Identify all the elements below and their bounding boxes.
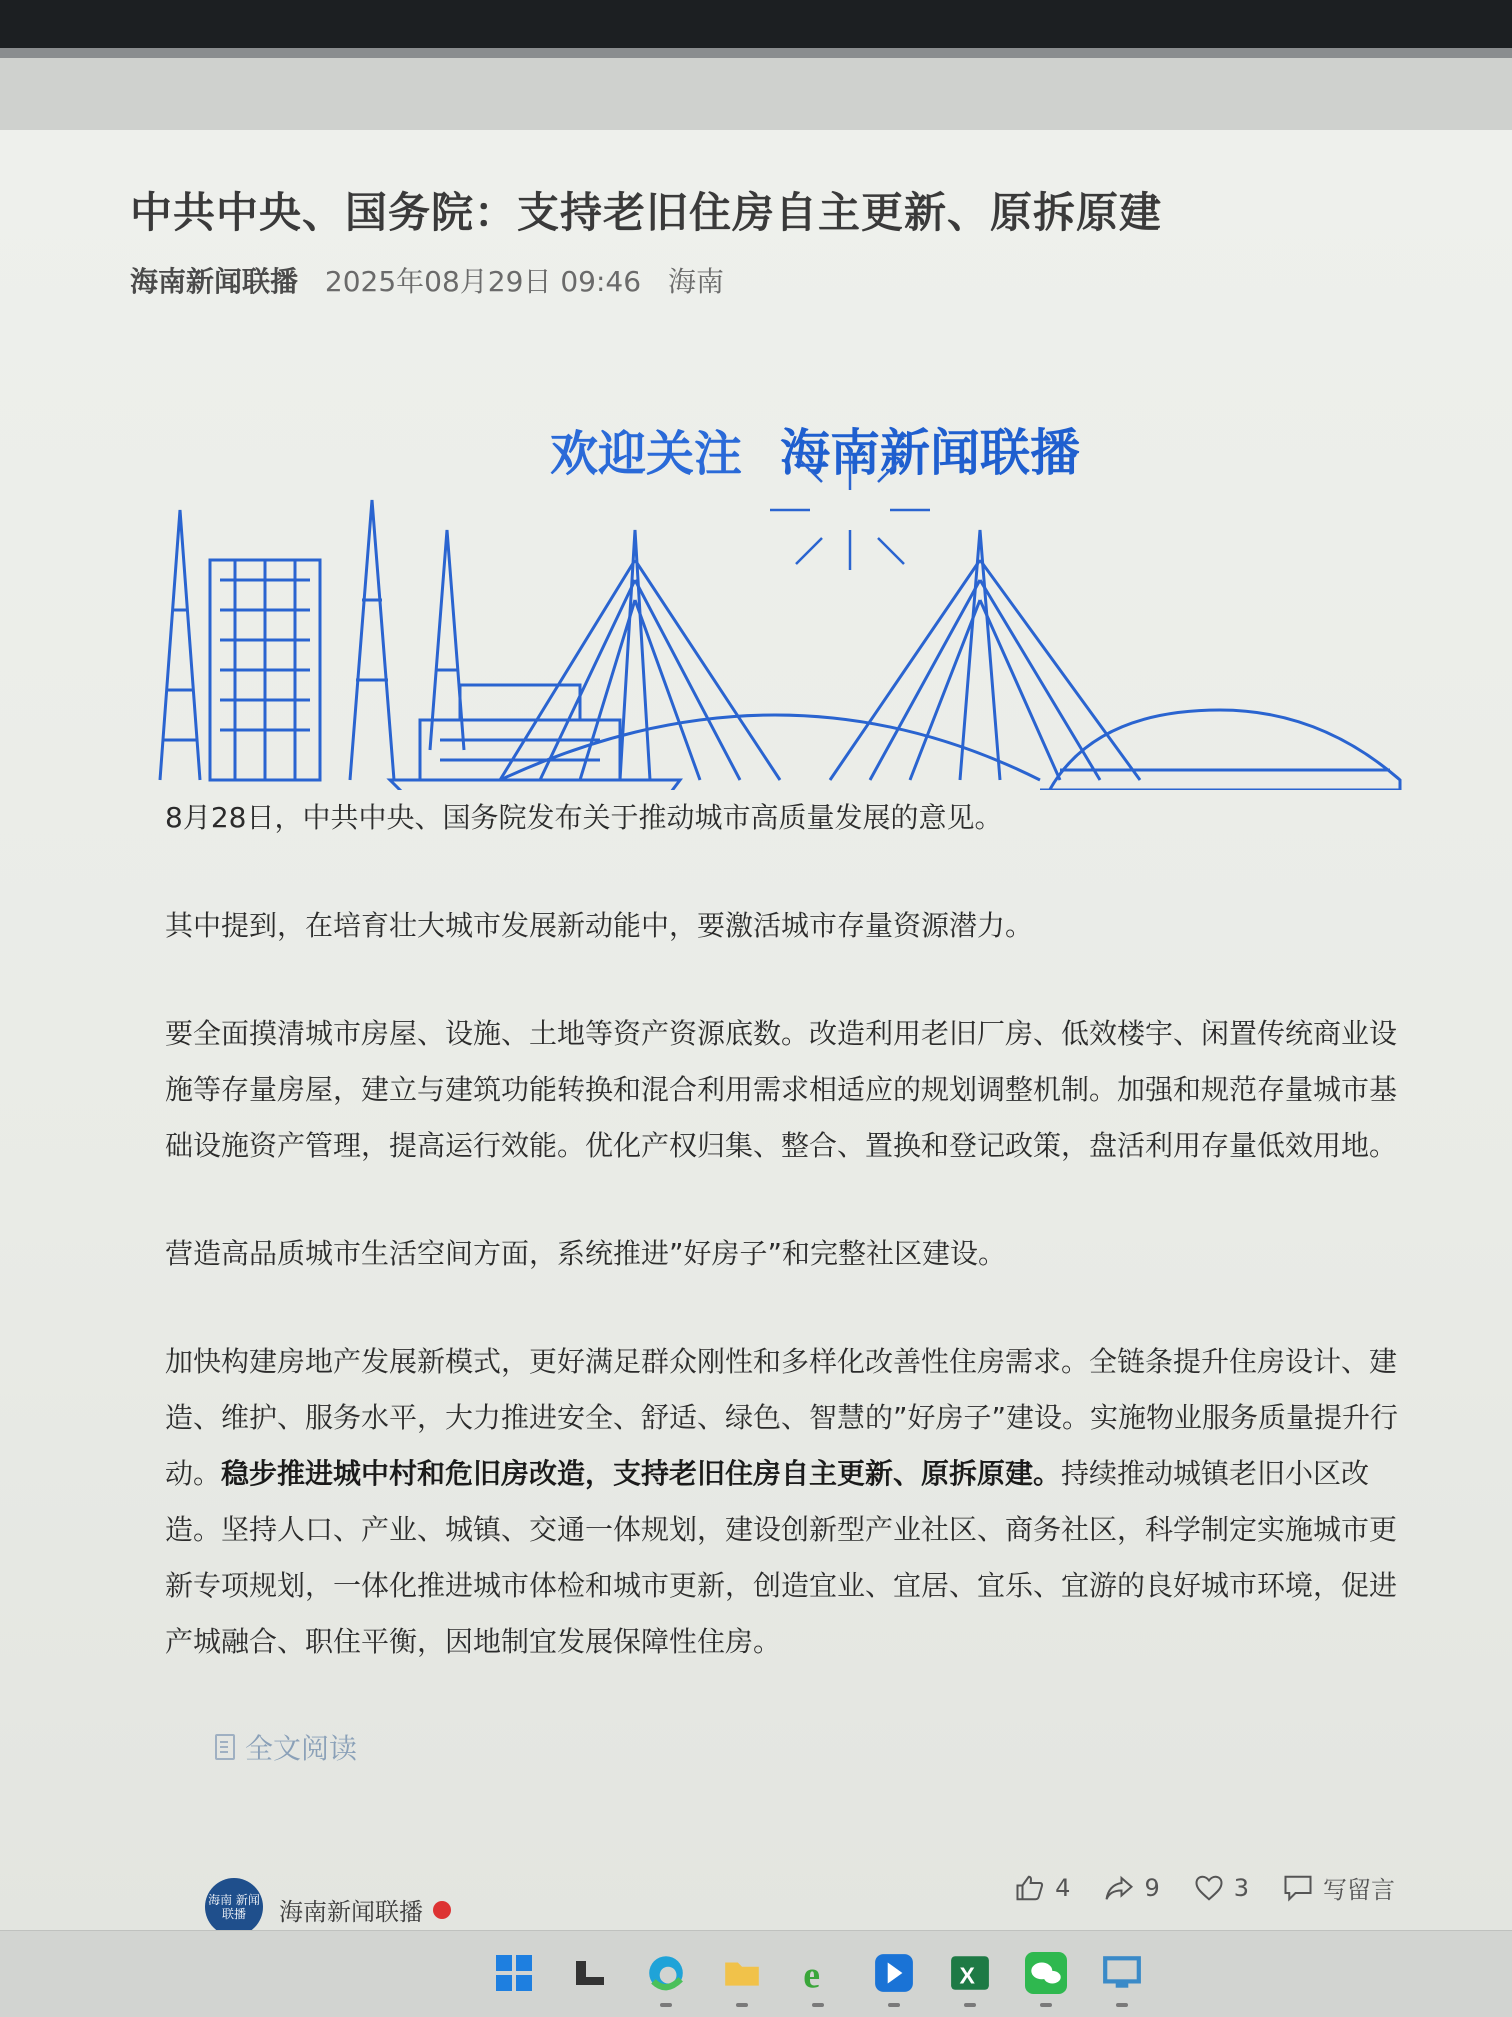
- monitor-bezel: [0, 0, 1512, 55]
- remote-desktop-icon[interactable]: [1098, 1949, 1146, 1997]
- article-datetime: 2025年08月29日 09:46: [324, 265, 642, 298]
- comment-bubble-icon: [1283, 1873, 1313, 1903]
- taskbar: [0, 1930, 1512, 2017]
- paragraph-3: 要全面摸清城市房屋、设施、土地等资产资源底数。改造利用老旧厂房、低效楼宇、闲置传统商业设施等存量房屋，建立与建筑功能转换和混合利用需求相适应的规划调整机制。加强和规范存量城市基础设施资产管理，提高运行效能。优化产权归集、整合、置换和登记政策，盘活利用存量低效用地。: [165, 1017, 1398, 1162]
- monitor-bezel-edge: [0, 48, 1512, 58]
- article-title: 中共中央、国务院：支持老旧住房自主更新、原拆原建: [130, 188, 1163, 237]
- thumbs-up-icon: [1015, 1873, 1045, 1903]
- favorite-count: 3: [1233, 1873, 1249, 1902]
- windows-start-icon[interactable]: [490, 1949, 538, 1997]
- paragraph-2: 其中提到，在培育壮大城市发展新动能中，要激活城市存量资源潜力。: [165, 909, 1034, 942]
- like-button[interactable]: [1015, 1873, 1070, 1903]
- like-count: 4: [1055, 1873, 1071, 1902]
- svg-text:e: e: [803, 1954, 821, 1994]
- verified-badge-icon: [433, 1901, 451, 1919]
- paragraph-4: 营造高品质城市生活空间方面，系统推进”好房子”和完整社区建设。: [165, 1237, 1007, 1270]
- ie-icon[interactable]: [794, 1949, 842, 1997]
- comment-button[interactable]: [1283, 1870, 1395, 1905]
- account-name[interactable]: [279, 1892, 451, 1927]
- taskbar-icons: [490, 1949, 1146, 1997]
- task-view-icon[interactable]: [566, 1949, 614, 1997]
- paragraph-1: 8月28日，中共中央、国务院发布关于推动城市高质量发展的意见。: [165, 801, 1003, 834]
- banner-illustration: [140, 350, 1420, 790]
- app-arrow-icon[interactable]: [870, 1949, 918, 1997]
- comment-label: 写留言: [1323, 1876, 1395, 1904]
- article-body: [165, 790, 1405, 1722]
- svg-text:X: X: [959, 1962, 975, 1989]
- edge-icon[interactable]: [642, 1949, 690, 1997]
- paragraph-5-lead: 加快构建房地产发展新模式，更好满足群众刚性和多样化改善性住房需求。全链条提升住房设计、建造、维护、服务水平，大力推进安全、舒适、绿色、智慧的”好房子”建设。实施物业服务质量提升行动。: [165, 1345, 1399, 1490]
- heart-icon: [1194, 1873, 1224, 1903]
- avatar[interactable]: 海南 新闻联播: [205, 1878, 263, 1936]
- article-source[interactable]: 海南新闻联播: [130, 265, 299, 298]
- paragraph-5: [165, 1334, 1405, 1670]
- excel-icon[interactable]: [946, 1949, 994, 1997]
- favorite-button[interactable]: [1194, 1873, 1249, 1903]
- read-all-link[interactable]: [215, 1727, 357, 1767]
- article-location: 海南: [667, 265, 724, 298]
- banner-welcome: 欢迎关注: [550, 428, 743, 481]
- paragraph-5-highlight: 稳步推进城中村和危旧房改造，支持老旧住房自主更新、原拆原建。: [221, 1457, 1062, 1490]
- share-button[interactable]: [1104, 1873, 1159, 1903]
- share-count: 9: [1144, 1873, 1160, 1902]
- wechat-icon[interactable]: [1022, 1949, 1070, 1997]
- share-arrow-icon: [1104, 1873, 1134, 1903]
- article-meta: [130, 260, 724, 300]
- paragraph-5-tail: 持续推动城镇老旧小区改造。坚持人口、产业、城镇、交通一体规划，建设创新型产业社区、商务社区，科学制定实施城市更新专项规划，一体化推进城市体检和城市更新，创造宜业、宜居、宜乐、宜游的良好城市环境，促进产城融合、职住平衡，因地制宜发展保障性住房。: [165, 1457, 1398, 1658]
- browser-top-area: [0, 58, 1512, 133]
- document-icon: [215, 1734, 235, 1760]
- action-bar: [1015, 1870, 1395, 1905]
- read-all-label: 全文阅读: [245, 1732, 358, 1765]
- file-explorer-icon[interactable]: [718, 1949, 766, 1997]
- article-page: [0, 130, 1512, 1930]
- banner-brand: 海南新闻联播: [780, 425, 1080, 481]
- account-label: 海南新闻联播: [279, 1898, 423, 1926]
